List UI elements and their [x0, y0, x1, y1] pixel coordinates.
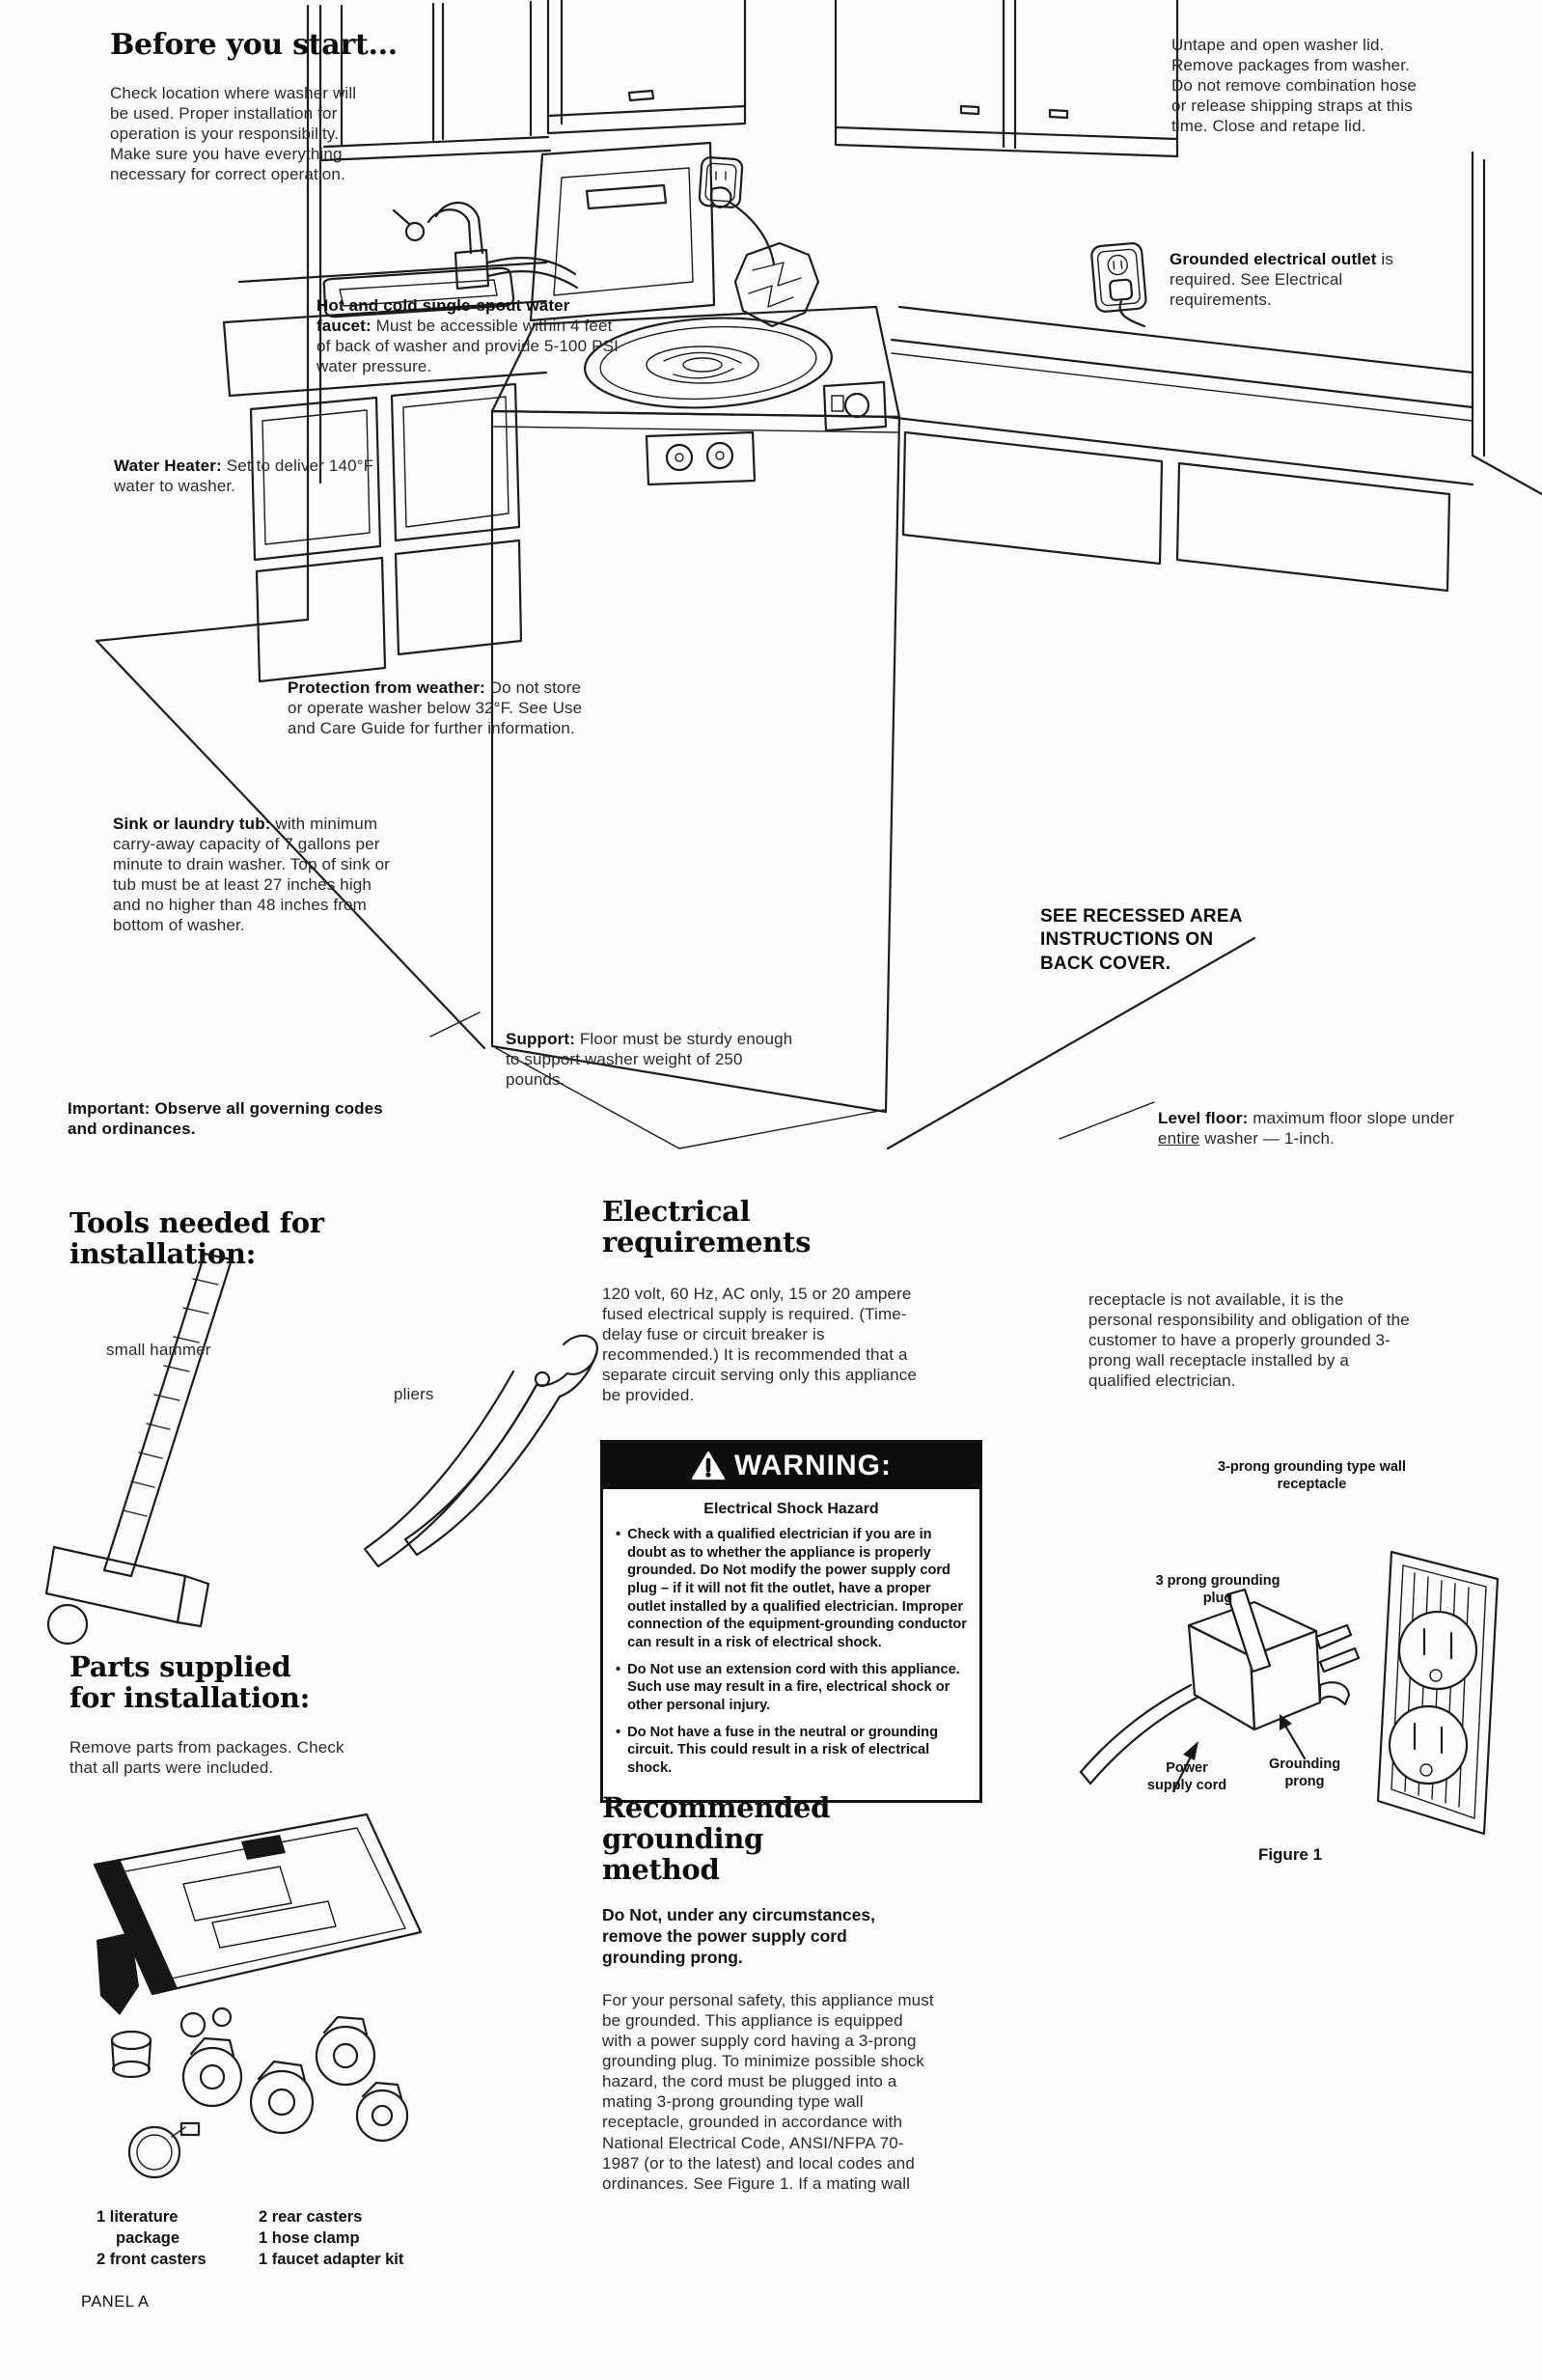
intro-text: Check location where washer will be used. Proper installation for operation is your responsibility. Make sure you have everything necessary for correct operation. [110, 84, 357, 184]
parts-list-col1 [96, 2206, 232, 2270]
warning-title: WARNING: [734, 1450, 892, 1481]
hammer-label: small hammer [106, 1341, 211, 1359]
callout-level-floor [1158, 1108, 1481, 1148]
callout-level-floor-after: washer — 1-inch. [1199, 1129, 1335, 1148]
electrical-text: 120 volt, 60 Hz, AC only, 15 or 20 ampere fused electrical supply is required. (Time-delay fuse or circuit breaker is recommended.) It is recommended that a separate circuit serving only this appliance be provided. [602, 1285, 917, 1405]
parts-title: Parts supplied for installation: [69, 1650, 311, 1714]
wall-receptacle-icon [1378, 1552, 1498, 1834]
warning-hazard-label: Electrical Shock Hazard [703, 1501, 879, 1517]
literature-package-icon [95, 1814, 421, 1994]
figure1-illustration [1061, 1506, 1515, 1863]
warning-bullet-text: • Do Not use an extension cord with this appliance. Such use may result in a fire, electrical shock or other personal injury. [627, 1661, 960, 1714]
callout-sink-text: with minimum carry-away capacity of 7 gallons per minute to drain washer. Top of sink or tub must be at least 27 inches high and no higher than 48 inches from bottom of washer. [113, 815, 390, 935]
callout-weather-lead: Protection from weather: [288, 678, 485, 697]
callout-support-lead: Support: [506, 1030, 576, 1048]
power-cord-label: Power supply cord [1146, 1760, 1227, 1793]
callout-water-heater [114, 456, 389, 496]
callout-important [68, 1098, 386, 1139]
grounded-outlet-icon [1087, 239, 1162, 332]
warning-header [603, 1443, 979, 1489]
power-cord-icon [1081, 1685, 1191, 1772]
grounding-text: For your personal safety, this appliance must be grounded. This appliance is equipped with a power supply cord having a 3-prong grounding plug. To minimize possible shock hazard, the cord must be plugged into a mating 3-prong grounding type wall receptacle, grounded in accordance with National Electrical Code, ANSI/NFPA 70-1987 (or to the latest) and local codes and ordinances. See Figure 1. If a mating wall [602, 1991, 934, 2193]
parts-list-item: 1 faucet adapter kit [259, 2251, 404, 2268]
callout-grounded-outlet-lead: Grounded electrical outlet [1170, 250, 1377, 268]
hammer-icon [104, 1254, 232, 1576]
warning-bullet [616, 1661, 967, 1715]
tools-title: Tools needed for installation: [69, 1206, 324, 1270]
warning-box [600, 1440, 982, 1803]
callout-support-text: Floor must be sturdy enough to support washer weight of 250 pounds. [506, 1030, 793, 1090]
grounding-continuation: receptacle is not available, it is the personal responsibility and obligation of the customer to have a properly grounded 3-prong wall receptacle installed by a qualified electrician. [1088, 1290, 1410, 1391]
parts-list-item: 1 literature package [96, 2208, 180, 2247]
callout-important-lead: Important: [68, 1099, 151, 1118]
callout-level-floor-lead: Level floor: [1158, 1109, 1249, 1127]
callout-important-text: Observe all governing codes and ordinances. [68, 1099, 383, 1139]
parts-list-col2 [259, 2206, 461, 2270]
callout-grounded-outlet [1170, 249, 1406, 310]
callout-faucet-text: Must be accessible within 4 feet of back of washer and provide 5-100 PSI water pressure. [317, 317, 619, 376]
electrical-title: Electrical requirements [602, 1195, 812, 1259]
warning-body [603, 1489, 979, 1800]
parts-list-item: 2 front casters [96, 2251, 207, 2268]
callout-level-floor-underline: entire [1158, 1129, 1200, 1148]
warning-bullet-text: • Check with a qualified electrician if you are in doubt as to whether the appliance is properly grounded. Do Not modify the power supply cord plug – if it will not fit the outlet, have a proper outlet installed by a qualified electrician. Improper connection of the equipment-grounding conductor can result in a risk of electrical shock. [627, 1527, 967, 1651]
callout-water-heater-lead: Water Heater: [114, 457, 222, 475]
warning-bullet-text: • Do Not have a fuse in the neutral or grounding circuit. This could result in a risk of electrical shock. [627, 1724, 938, 1777]
receptacle-label: 3-prong grounding type wall receptacle [1218, 1459, 1406, 1492]
parts-list-item: 1 hose clamp [259, 2229, 360, 2247]
tools-illustration [39, 1240, 637, 1655]
callout-level-floor-before: maximum floor slope under [1248, 1109, 1455, 1127]
callout-sink [113, 814, 402, 935]
callout-faucet [317, 295, 627, 376]
callout-sink-lead: Sink or laundry tub: [113, 815, 271, 833]
page-title: Before you start... [110, 28, 398, 62]
warning-icon [691, 1451, 726, 1481]
plug-label: 3 prong grounding plug [1155, 1573, 1280, 1606]
grounding-title: Recommended grounding method [602, 1791, 831, 1886]
grounding-plug-icon [1189, 1590, 1359, 1730]
callout-weather [288, 678, 587, 738]
callout-grounded-outlet-text: is required. See Electrical requirements. [1170, 250, 1394, 310]
callout-faucet-lead: Hot and cold single-spout water faucet: [317, 296, 570, 336]
parts-illustration [39, 1797, 463, 2212]
hose-clamp-icon [129, 2123, 199, 2177]
pliers-label: pliers [394, 1385, 434, 1403]
panel-label: PANEL A [81, 2293, 150, 2311]
callout-water-heater-text: Set to deliver 140°F water to washer. [114, 457, 374, 496]
warning-bullet [616, 1526, 967, 1652]
untape-note: Untape and open washer lid. Remove packages from washer. Do not remove combination hose or release shipping straps at this time. Close and retape lid. [1171, 36, 1417, 136]
warning-bullet [616, 1724, 967, 1778]
casters-icon [183, 2017, 407, 2141]
figure1-caption: Figure 1 [1257, 1845, 1323, 1864]
faucet-adapter-icon [112, 2032, 151, 2077]
callout-weather-text: Do not store or operate washer below 32°F. See Use and Care Guide for further information. [288, 678, 583, 738]
callout-support [506, 1029, 795, 1090]
parts-intro: Remove parts from packages. Check that all parts were included. [69, 1738, 344, 1778]
pliers-icon [365, 1336, 597, 1566]
parts-list-item: 2 rear casters [259, 2208, 363, 2226]
grounding-prong-label: Grounding prong [1268, 1757, 1341, 1789]
grounding-emphasis: Do Not, under any circumstances, remove the power supply cord grounding prong. [602, 1905, 875, 1967]
recessed-area-note: SEE RECESSED AREA INSTRUCTIONS ON BACK COVER. [1040, 906, 1242, 974]
